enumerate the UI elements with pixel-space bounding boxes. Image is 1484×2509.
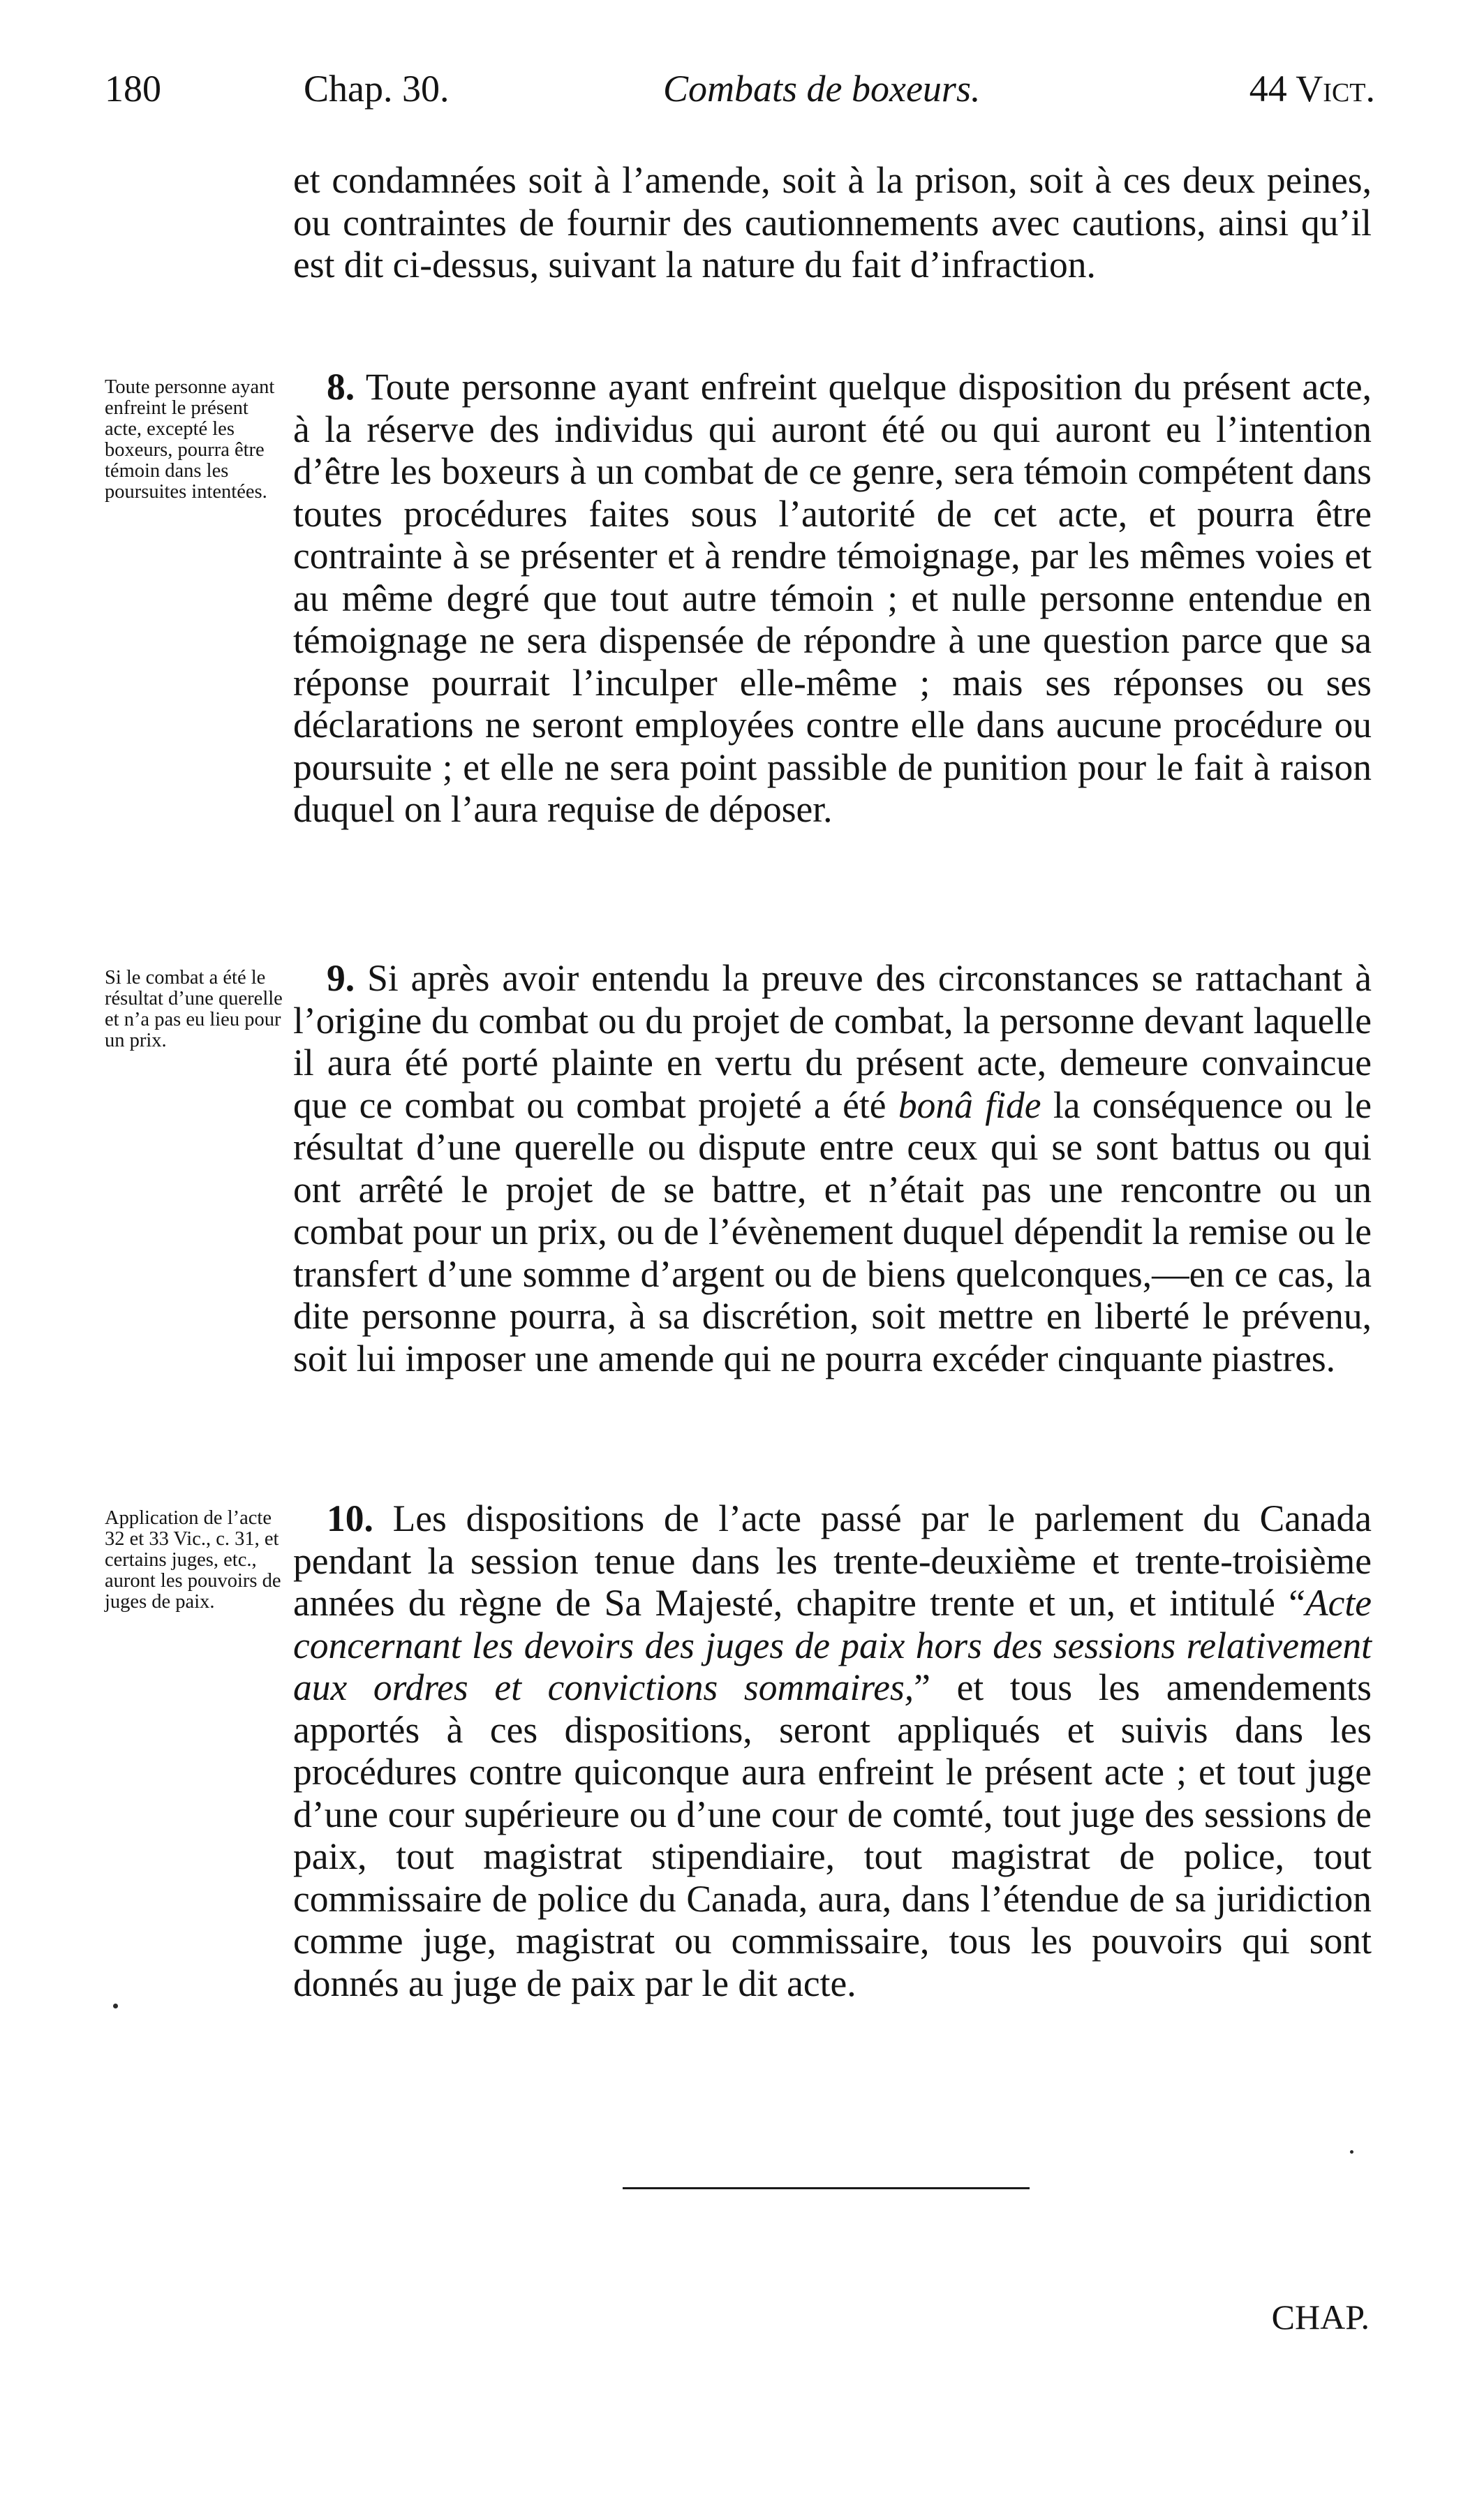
continuation-text: et condamnées soit à l’amende, soit à la prison, soit à ces deux peines, ou contraintes de fournir des cautionnements avec cautions, ainsi qu’il est dit ci-dessus, suivant la nature du fait d’infraction. xyxy=(293,159,1372,286)
section-9-number: 9. xyxy=(327,957,355,999)
section-9-text-after: la conséquence ou le résultat d’une querelle ou dispute entre ceux qui se sont battus ou qui ont arrêté le projet de se battre, et n’était pas une rencontre ou un combat pour un prix, ou de l’évènement duquel dépendit la remise ou le transfert d’une somme d’argent ou de biens quelconques,—en ce cas, la dite personne pourra, à sa discrétion, soit mettre en liberté le prévenu, soit lui imposer une amende qui ne pourra excéder cinquante piastres. xyxy=(293,1083,1372,1379)
section-8-text: Toute personne ayant enfreint quelque disposition du présent acte, à la réserve des individus qui auront été ou qui auront eu l’intention d’être les boxeurs à un combat de ce genre, sera témoin compétent dans toutes procédures faites sous l’autorité de cet acte, et pourra être contrainte à se présenter et à rendre témoignage, par les mêmes voies et au même degré que tout autre témoin ; et nulle personne entendue en témoignage ne sera dispensée de répondre à une question parce que sa réponse pourrait l’inculper elle-même ; mais ses réponses ou ses déclarations ne seront employées contre elle dans aucune procédure ou poursuite ; et elle ne sera point passible de punition pour le fait à raison duquel on l’aura requise de déposer. xyxy=(293,366,1372,830)
margin-note-section-8: Toute personne ayant enfreint le présent acte, excepté les boxeurs, pourra être témoin dans les poursuites intentées. xyxy=(105,376,275,503)
section-divider-rule xyxy=(623,2187,1030,2189)
continuation-paragraph xyxy=(293,159,1372,286)
section-9-italic: bonâ fide xyxy=(898,1083,1041,1126)
section-10-text-after: ” et tous les amendements apportés à ces dispositions, seront appliqués et suivis dans les procédures contre quiconque aura enfreint le présent acte ; et tout juge d’une cour supérieure ou d’une cour de comté, tout juge des sessions de paix, tout magistrat stipendiaire, tout magistrat de police, tout commissaire de police du Canada, aura, dans l’étendue de sa juridiction comme juge, magistrat ou commissaire, tous les pouvoirs qui sont donnés au juge de paix par le dit acte. xyxy=(293,1666,1372,2004)
section-8 xyxy=(293,366,1372,831)
section-10-paragraph xyxy=(293,1497,1372,2004)
print-speck xyxy=(113,2004,118,2008)
running-header xyxy=(105,67,1375,123)
section-9 xyxy=(293,957,1372,1379)
section-10 xyxy=(293,1497,1372,2004)
regnal-year: 44 Vict. xyxy=(1249,68,1375,110)
section-10-text-before: Les dispositions de l’acte passé par le parlement du Canada pendant la session tenue dans les trente-deuxième et trente-troisième années du règne de Sa Majesté, chapitre trente et un, et intitulé “ xyxy=(293,1497,1372,1624)
section-9-paragraph xyxy=(293,957,1372,1379)
section-9-text-before: Si après avoir entendu la preuve des circonstances se rattachant à l’origine du combat ou du projet de combat, la personne devant laquelle il aura été porté plainte en vertu du présent acte, demeure convaincue que ce combat ou combat projeté a été xyxy=(293,957,1372,1126)
section-10-italic: Acte concernant les devoirs des juges de paix hors des sessions relativement aux ordres et convictions sommaires, xyxy=(293,1582,1372,1708)
running-title: Combats de boxeurs. xyxy=(663,68,981,110)
catchword: CHAP. xyxy=(1271,2297,1370,2337)
section-8-number: 8. xyxy=(327,366,355,408)
margin-note-section-9: Si le combat a été le résultat d’une querelle et n’a pas eu lieu pour un prix. xyxy=(105,967,283,1051)
section-8-paragraph xyxy=(293,366,1372,831)
margin-note-section-10: Application de l’acte 32 et 33 Vic., c. 31, et certains juges, etc., auront les pouvoirs de juges de paix. xyxy=(105,1507,281,1613)
page-number: 180 xyxy=(105,68,161,110)
section-10-number: 10. xyxy=(327,1497,373,1539)
chapter-label: Chap. 30. xyxy=(304,68,450,110)
print-speck xyxy=(1350,2150,1353,2154)
